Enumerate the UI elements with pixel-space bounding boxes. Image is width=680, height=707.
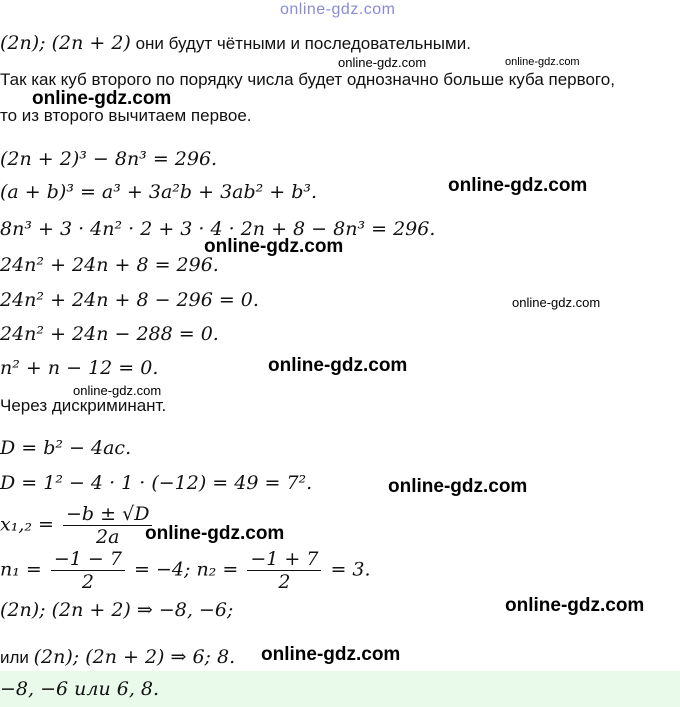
- n1-label: n₁ =: [0, 558, 42, 581]
- watermark: online-gdz.com: [505, 56, 580, 68]
- numbers-case-2-prefix: или: [0, 648, 34, 667]
- n2-result: = 3.: [330, 558, 371, 581]
- equation-expanded: 8n³ + 3 · 4n² · 2 + 3 · 4 · 2n + 8 − 8n³ = 296.: [0, 218, 436, 240]
- watermark: online-gdz.com: [338, 55, 427, 70]
- equation-cube-formula: (a + b)³ = a³ + 3a²b + 3ab² + b³.: [0, 181, 318, 203]
- equation-simplified-1: 24n² + 24n + 8 = 296.: [0, 254, 219, 276]
- roots-formula-numerator: −b ± √D: [63, 503, 152, 526]
- n2-fraction: [247, 548, 321, 593]
- watermark: online-gdz.com: [448, 175, 588, 196]
- watermark: online-gdz.com: [204, 236, 344, 257]
- discriminant-label: Через дискриминант.: [0, 396, 167, 415]
- numbers-case-2: [0, 646, 235, 668]
- roots-formula-fraction: [63, 503, 152, 548]
- n1-numerator: −1 − 7: [51, 548, 125, 571]
- roots-values: [0, 548, 371, 593]
- top-watermark: online-gdz.com: [280, 1, 396, 18]
- line-1: [0, 32, 471, 54]
- answer-text: −8, −6 или 6, 8.: [0, 678, 160, 700]
- equation-cube-difference: (2n + 2)³ − 8n³ = 296.: [0, 148, 218, 170]
- n2-numerator: −1 + 7: [247, 548, 321, 571]
- equation-simplified-3: 24n² + 24n − 288 = 0.: [0, 323, 219, 345]
- line-2: Так как куб второго по порядку числа будет однозначно больше куба первого,: [0, 70, 615, 89]
- watermark: online-gdz.com: [505, 595, 645, 616]
- watermark: online-gdz.com: [268, 355, 408, 376]
- roots-formula-denominator: 2a: [96, 526, 120, 548]
- roots-formula-lhs: x₁,₂ =: [0, 513, 54, 536]
- equation-simplified-2: 24n² + 24n + 8 − 296 = 0.: [0, 289, 259, 311]
- roots-formula: [0, 503, 155, 548]
- n1-denominator: 2: [81, 571, 94, 593]
- line-1-text: они будут чётными и последовательными.: [130, 34, 471, 53]
- n2-denominator: 2: [278, 571, 291, 593]
- line-1-math: (2n); (2n + 2): [0, 32, 131, 54]
- equation-quadratic: n² + n − 12 = 0.: [0, 357, 159, 379]
- numbers-case-2-math: (2n); (2n + 2) ⇒ 6; 8.: [33, 646, 236, 668]
- watermark: online-gdz.com: [512, 295, 601, 310]
- discriminant-formula: D = b² − 4ac.: [0, 437, 132, 459]
- n1-result-and-n2-label: = −4; n₂ =: [134, 558, 239, 581]
- watermark: online-gdz.com: [388, 476, 528, 497]
- watermark: online-gdz.com: [261, 644, 401, 665]
- watermark: online-gdz.com: [73, 383, 162, 398]
- answer-box: [0, 671, 680, 707]
- line-3: то из второго вычитаем первое.: [0, 106, 252, 125]
- discriminant-value: D = 1² − 4 · 1 · (−12) = 49 = 7².: [0, 472, 313, 494]
- watermark: online-gdz.com: [32, 88, 172, 109]
- n1-fraction: [51, 548, 125, 593]
- watermark: online-gdz.com: [145, 523, 285, 544]
- numbers-case-1: (2n); (2n + 2) ⇒ −8, −6;: [0, 599, 234, 621]
